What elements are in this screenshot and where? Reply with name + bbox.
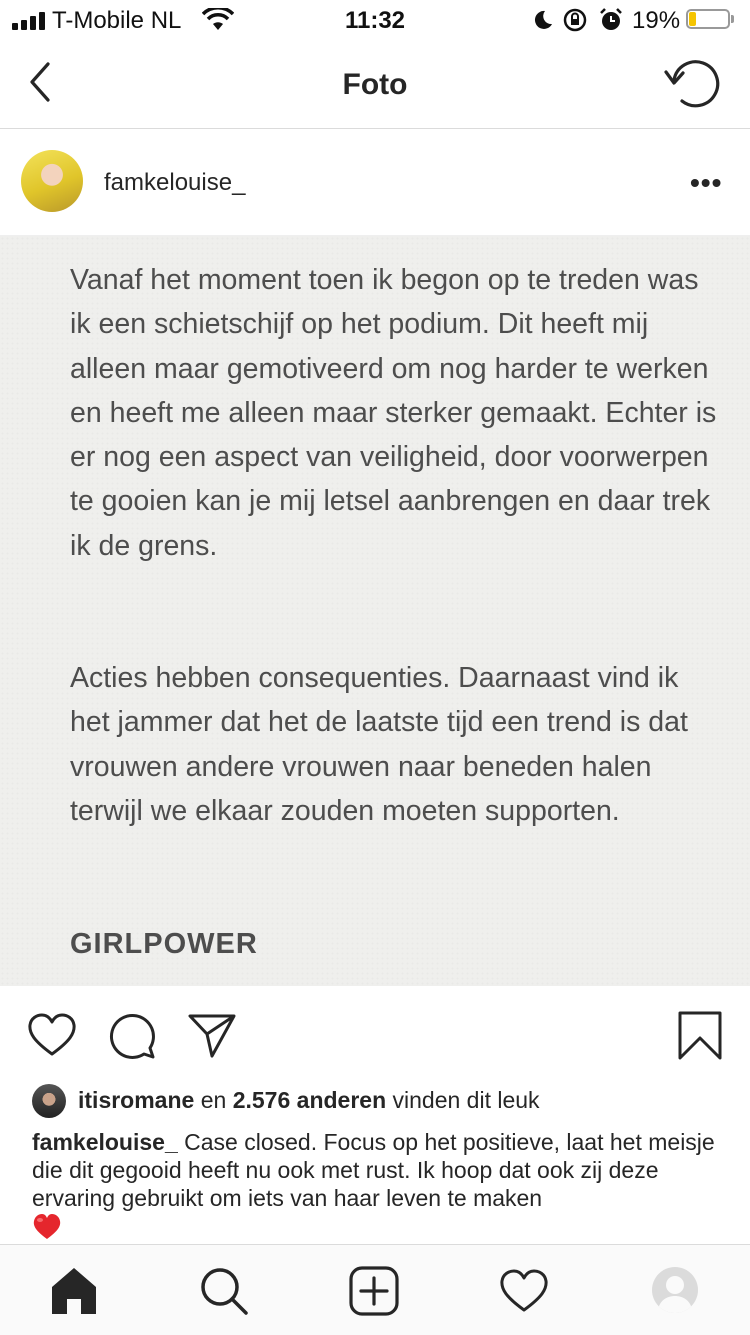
tab-bar: [0, 1244, 750, 1335]
caption-text: Case closed. Focus op het positieve, laat het meisje die dit gegooid heeft nu ook met rust. Ik hoop dat ook zij deze ervaring gebruikt om iets van haar leven te maken: [32, 1129, 715, 1211]
image-text-paragraph-3: GIRLPOWER: [70, 928, 258, 960]
bookmark-icon[interactable]: [674, 1010, 726, 1062]
heart-icon[interactable]: [26, 1010, 78, 1062]
liker-username[interactable]: itisromane: [78, 1087, 195, 1113]
moon-icon: [532, 9, 554, 31]
post-image[interactable]: [0, 236, 750, 986]
more-options-icon[interactable]: •••: [690, 167, 723, 198]
post-username[interactable]: famkelouise_: [104, 169, 246, 196]
post-actions: [0, 986, 750, 1076]
image-text-paragraph-1: Vanaf het moment toen ik begon op te treden was ik een schietschijf op het podium. Dit heeft mij alleen maar gemotiveerd om nog harder te werken en heeft me alleen maar sterker gemaakt. Echter is er nog een aspect van veiligheid, door voorwerpen te gooien kan je mij letsel aanbrengen en daar trek ik de grens.: [70, 264, 717, 562]
status-bar: [0, 0, 750, 40]
page-title: Foto: [342, 68, 408, 101]
post-header: [0, 129, 750, 236]
image-text-paragraph-2: Acties hebben consequenties. Daarnaast vind ik het jammer dat het de laatste tijd een trend is dat vrouwen andere vrouwen naar beneden halen terwijl we elkaar zouden moeten supporten.: [70, 662, 688, 827]
activity-heart-icon[interactable]: [498, 1265, 550, 1317]
add-post-icon[interactable]: [348, 1265, 400, 1317]
search-icon[interactable]: [198, 1265, 250, 1317]
battery-icon: [686, 9, 736, 31]
home-icon[interactable]: [48, 1265, 100, 1317]
profile-placeholder-icon: [652, 1267, 698, 1313]
comment-icon[interactable]: [106, 1010, 158, 1062]
alarm-icon: [598, 7, 624, 33]
refresh-icon[interactable]: [662, 56, 722, 112]
liker-avatar: [32, 1084, 66, 1118]
share-icon[interactable]: [186, 1010, 238, 1062]
red-heart-emoji: [32, 1212, 62, 1242]
caption-username[interactable]: famkelouise_: [32, 1129, 178, 1155]
likes-count[interactable]: 2.576 anderen: [232, 1087, 387, 1113]
clock: 11:32: [344, 7, 406, 34]
carrier-name: T-Mobile NL: [52, 7, 182, 34]
likes-text: itisromane en 2.576 anderen vinden dit leuk: [78, 1087, 540, 1113]
caption: [32, 1128, 722, 1212]
nav-bar: [0, 40, 750, 129]
avatar[interactable]: [21, 150, 83, 212]
profile-avatar-icon[interactable]: [652, 1267, 698, 1313]
rotation-lock-icon: [562, 7, 588, 33]
battery-percent: 19%: [632, 7, 681, 34]
